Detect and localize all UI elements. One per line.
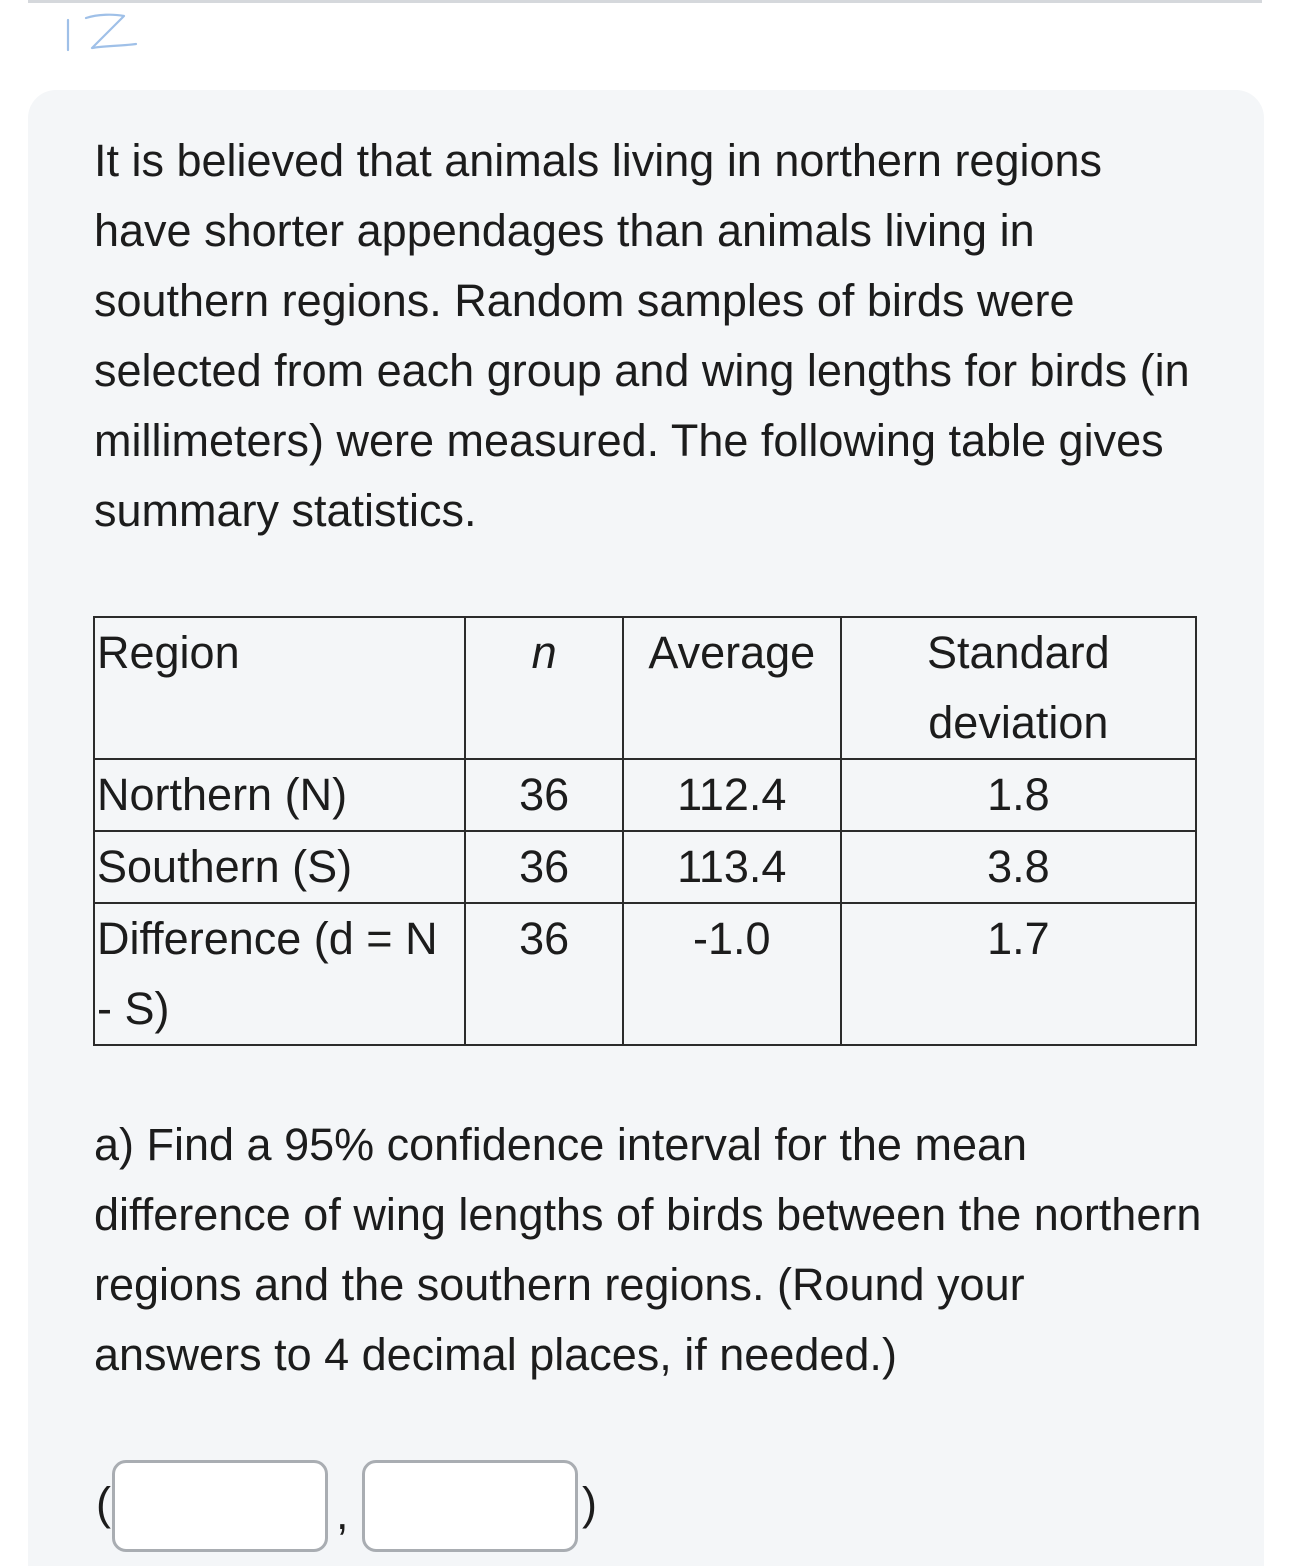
question-prompt: It is believed that animals living in northern regions have shorter appendages than animals living in southern regions. Random samples of birds were selected from each group and wing lengths for birds (in millimeters) were measured. The following table gives summary statistics. — [94, 135, 1190, 536]
comma-separator: , — [336, 1488, 349, 1539]
confidence-interval-answer — [94, 1458, 634, 1558]
cell-average: 112.4 — [623, 759, 841, 831]
table-header-row — [94, 617, 1196, 759]
cell-region: Difference (d = N - S) — [94, 903, 465, 1045]
table-row — [94, 903, 1196, 1045]
cell-n: 36 — [465, 831, 623, 903]
table-row — [94, 759, 1196, 831]
table-row — [94, 831, 1196, 903]
cell-sd: 3.8 — [841, 831, 1196, 903]
header-standard-deviation: Standard deviation — [841, 617, 1196, 759]
cell-average: 113.4 — [623, 831, 841, 903]
cell-region: Southern (S) — [94, 831, 465, 903]
handwritten-question-number — [58, 6, 148, 52]
header-n: n — [465, 617, 623, 759]
cell-average: -1.0 — [623, 903, 841, 1045]
lower-bound-input[interactable] — [112, 1460, 328, 1552]
open-parenthesis: ( — [96, 1478, 111, 1529]
cell-region: Northern (N) — [94, 759, 465, 831]
cell-n: 36 — [465, 903, 623, 1045]
close-parenthesis: ) — [582, 1478, 597, 1529]
cell-n: 36 — [465, 759, 623, 831]
header-region: Region — [94, 617, 465, 759]
cell-sd: 1.7 — [841, 903, 1196, 1045]
cell-sd: 1.8 — [841, 759, 1196, 831]
part-a-prompt: a) Find a 95% confidence interval for the mean difference of wing lengths of birds between the northern regions and the southern regions. (Round your answers to 4 decimal places, if needed.) — [94, 1119, 1202, 1380]
upper-bound-input[interactable] — [362, 1460, 578, 1552]
summary-statistics-table — [93, 616, 1197, 1046]
top-divider — [28, 0, 1262, 3]
header-average: Average — [623, 617, 841, 759]
